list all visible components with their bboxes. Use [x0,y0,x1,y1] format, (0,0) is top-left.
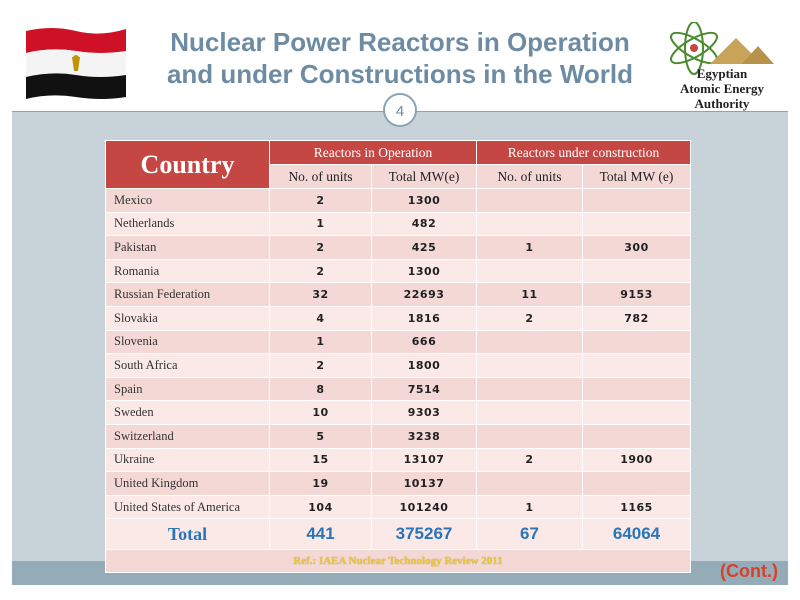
country-cell: Romania [106,259,270,283]
title-line-1: Nuclear Power Reactors in Operation [170,27,630,57]
c-units-cell [477,212,583,236]
country-cell: United States of America [106,495,270,519]
op-units-cell: 2 [270,236,372,260]
op-mw-cell: 666 [372,330,477,354]
table-row [106,306,691,330]
op-units-cell: 1 [270,212,372,236]
op-mw-cell: 22693 [372,283,477,307]
op-units-cell: 2 [270,259,372,283]
table-row [106,377,691,401]
country-cell: Russian Federation [106,283,270,307]
c-units-cell [477,330,583,354]
c-mw-cell [583,424,691,448]
country-cell: Slovakia [106,306,270,330]
title-line-2: and under Constructions in the World [166,59,634,89]
c-units-cell [477,189,583,213]
country-cell: Slovenia [106,330,270,354]
c-units-cell [477,472,583,496]
country-cell: Netherlands [106,212,270,236]
country-cell: Pakistan [106,236,270,260]
c-units-cell [477,354,583,378]
op-units-cell: 32 [270,283,372,307]
c-units-cell: 2 [477,306,583,330]
op-units-cell: 104 [270,495,372,519]
table-row [106,448,691,472]
logo-line-1: Egyptian [696,66,748,81]
c-units-cell: 11 [477,283,583,307]
c-mw-cell: 1165 [583,495,691,519]
table-row [106,283,691,307]
table-row [106,354,691,378]
c-mw-cell [583,401,691,425]
c-mw-cell [583,189,691,213]
total-c-mw: 64064 [583,519,691,550]
country-cell: Spain [106,377,270,401]
op-mw-cell: 1300 [372,259,477,283]
logo-caption [660,66,784,111]
total-label: Total [106,519,270,550]
c-units-cell [477,401,583,425]
table-row [106,259,691,283]
total-op-units: 441 [270,519,372,550]
op-units-cell: 8 [270,377,372,401]
logo-line-2: Atomic Energy Authority [679,81,765,111]
c-mw-cell: 9153 [583,283,691,307]
op-units-cell: 15 [270,448,372,472]
reference-note: Ref.: IAEA Nuclear Technology Review 2011 [106,550,691,573]
c-mw-cell: 300 [583,236,691,260]
op-mw-cell: 3238 [372,424,477,448]
page-title [150,26,650,90]
col-header-op-units: No. of units [270,165,372,189]
c-units-cell: 2 [477,448,583,472]
c-mw-cell [583,377,691,401]
table-row [106,189,691,213]
country-cell: United Kingdom [106,472,270,496]
c-mw-cell [583,472,691,496]
op-mw-cell: 13107 [372,448,477,472]
c-units-cell [477,424,583,448]
op-mw-cell: 482 [372,212,477,236]
col-header-c-mw: Total MW (e) [583,165,691,189]
egypt-flag-icon [22,25,130,101]
country-cell: Switzerland [106,424,270,448]
table-row [106,330,691,354]
c-mw-cell: 782 [583,306,691,330]
group-header-operation: Reactors in Operation [270,141,477,165]
reactors-table [105,140,691,573]
op-units-cell: 19 [270,472,372,496]
op-mw-cell: 7514 [372,377,477,401]
op-mw-cell: 425 [372,236,477,260]
country-header: Country [106,141,270,189]
op-units-cell: 2 [270,354,372,378]
continued-label: (Cont.) [720,561,778,581]
table-row [106,495,691,519]
op-units-cell: 1 [270,330,372,354]
op-units-cell: 4 [270,306,372,330]
total-op-mw: 375267 [372,519,477,550]
c-mw-cell [583,330,691,354]
op-units-cell: 10 [270,401,372,425]
c-units-cell: 1 [477,495,583,519]
op-mw-cell: 1800 [372,354,477,378]
c-mw-cell [583,212,691,236]
op-mw-cell: 101240 [372,495,477,519]
c-mw-cell [583,259,691,283]
country-cell: Sweden [106,401,270,425]
table-row [106,401,691,425]
table-row [106,472,691,496]
country-cell: Mexico [106,189,270,213]
total-c-units: 67 [477,519,583,550]
slide-number: 4 [383,93,417,127]
op-mw-cell: 1300 [372,189,477,213]
reference-row [106,550,691,573]
op-mw-cell: 9303 [372,401,477,425]
group-header-construction: Reactors under construction [477,141,691,165]
c-mw-cell: 1900 [583,448,691,472]
op-mw-cell: 1816 [372,306,477,330]
op-mw-cell: 10137 [372,472,477,496]
total-row [106,519,691,550]
table-row [106,212,691,236]
col-header-c-units: No. of units [477,165,583,189]
country-cell: South Africa [106,354,270,378]
col-header-op-mw: Total MW(e) [372,165,477,189]
c-units-cell [477,259,583,283]
op-units-cell: 2 [270,189,372,213]
c-mw-cell [583,354,691,378]
table-row [106,424,691,448]
op-units-cell: 5 [270,424,372,448]
country-cell: Ukraine [106,448,270,472]
c-units-cell: 1 [477,236,583,260]
table-row [106,236,691,260]
c-units-cell [477,377,583,401]
